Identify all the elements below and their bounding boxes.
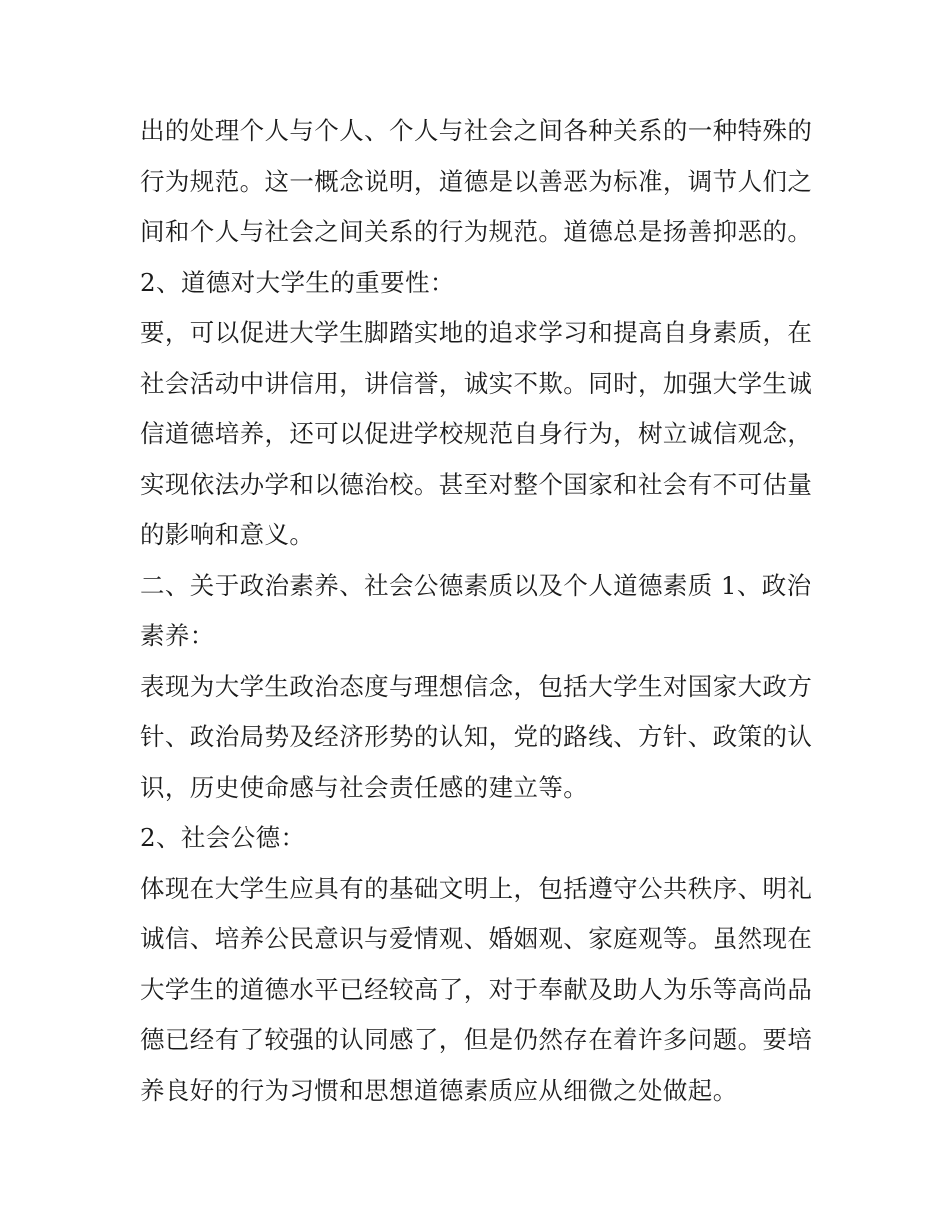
text-line: 信道德培养，还可以促进学校规范自身行为，树立诚信观念， <box>140 419 813 448</box>
text-line: 要，可以促进大学生脚踏实地的追求学习和提高自身素质，在 <box>140 318 813 347</box>
text-line: 表现为大学生政治态度与理想信念，包括大学生对国家大政方 <box>140 671 813 701</box>
text-line: 出的处理个人与个人、个人与社会之间各种关系的一种特殊的 <box>140 116 813 145</box>
text-line: 针、政治局势及经济形势的认知，党的路线、方针、政策的认 <box>140 722 813 751</box>
text-line: 诚信、培养公民意识与爱情观、婚姻观、家庭观等。虽然现在 <box>140 924 813 953</box>
text-line: 德已经有了较强的认同感了，但是仍然存在着许多问题。要培 <box>140 1025 813 1054</box>
text-line: 识，历史使命感与社会责任感的建立等。 <box>140 772 589 802</box>
text-line: 大学生的道德水平已经较高了，对于奉献及助人为乐等高尚品 <box>140 974 813 1004</box>
text-line: 间和个人与社会之间关系的行为规范。道德总是扬善抑恶的。 <box>140 217 813 246</box>
text-line: 实现依法办学和以德治校。甚至对整个国家和社会有不可估量 <box>140 469 813 499</box>
text-line: 社会活动中讲信用，讲信誉，诚实不欺。同时，加强大学生诚 <box>140 368 813 398</box>
document-body <box>140 106 820 1116</box>
section-heading: 2、道德对大学生的重要性： <box>140 267 455 297</box>
text-line: 的影响和意义。 <box>140 520 315 549</box>
section-heading: 2、社会公德： <box>140 823 306 852</box>
section-heading: 素养： <box>140 621 215 650</box>
text-line: 养良好的行为习惯和思想道德素质应从细微之处做起。 <box>140 1075 738 1105</box>
text-line: 行为规范。这一概念说明，道德是以善恶为标准，调节人们之 <box>140 166 813 196</box>
section-heading: 二、关于政治素养、社会公德素质以及个人道德素质 1、政治 <box>140 570 812 600</box>
text-line: 体现在大学生应具有的基础文明上，包括遵守公共秩序、明礼 <box>140 873 813 903</box>
